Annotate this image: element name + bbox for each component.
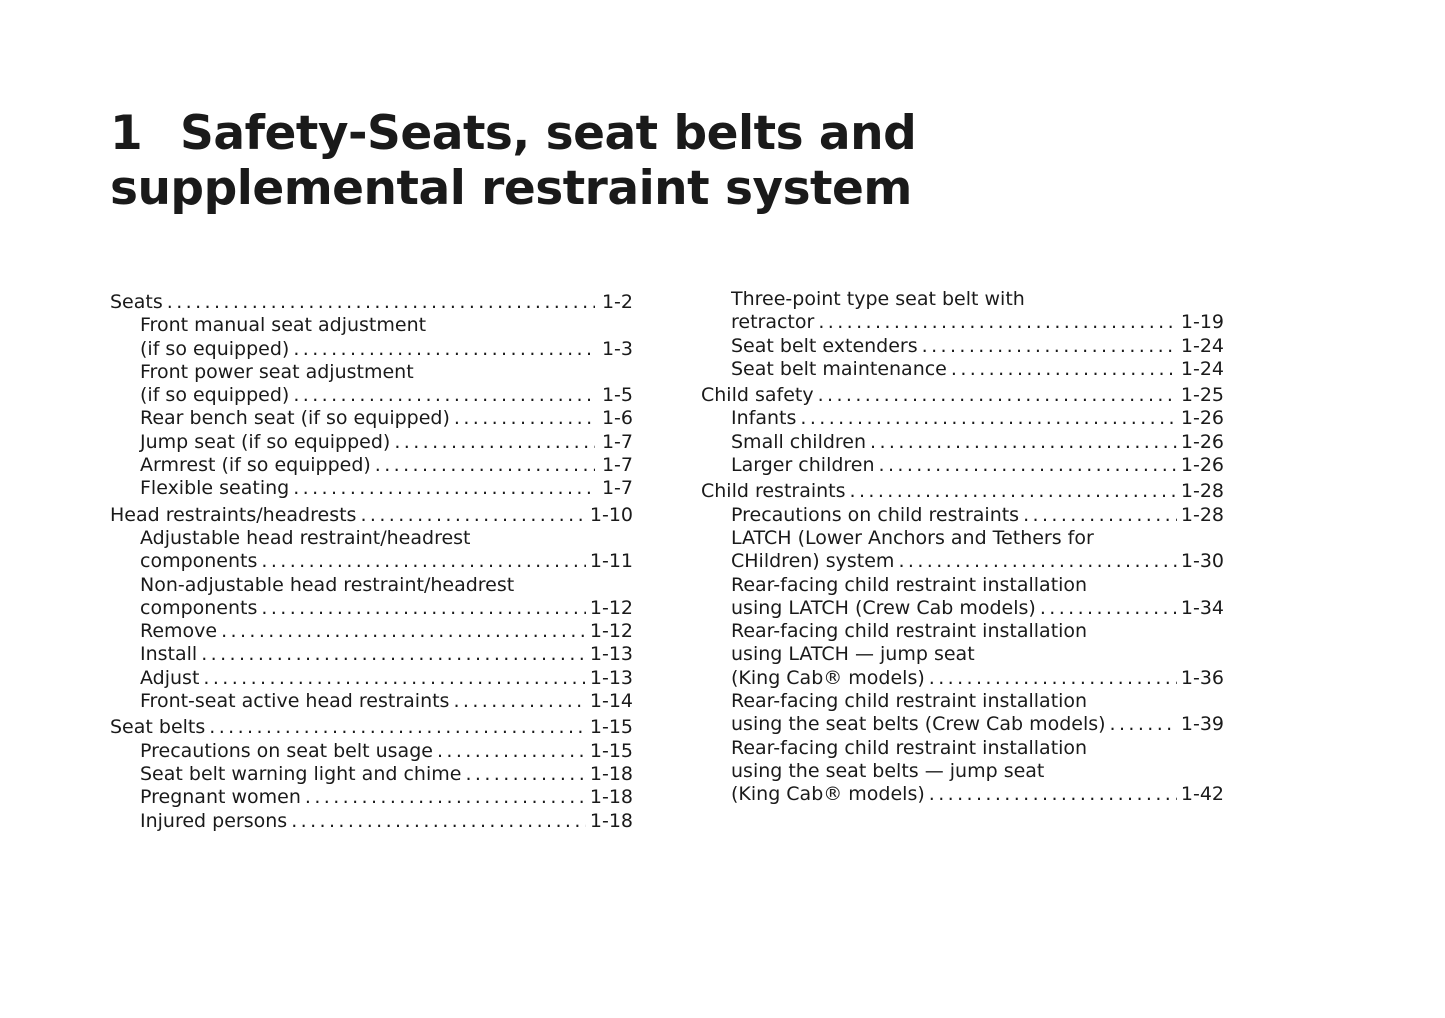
toc-page-number[interactable]: 1-19 xyxy=(1180,311,1224,334)
toc-entry-text: using LATCH (Crew Cab models) xyxy=(731,596,1036,619)
dot-leader xyxy=(454,407,595,430)
chapter-number: 1 xyxy=(110,106,143,161)
toc-page-number[interactable]: 1-18 xyxy=(589,786,633,809)
toc-entry-text: (King Cab® models) xyxy=(731,666,925,689)
toc-entry-rear-facing-child-restraint-installation[interactable] xyxy=(701,620,1224,690)
toc-page-number[interactable]: 1-13 xyxy=(589,643,633,666)
toc-entry-jump-seat-if-so-equipped[interactable] xyxy=(110,431,633,454)
dot-leader xyxy=(360,504,585,527)
chapter-title-line-1: Safety-Seats, seat belts and xyxy=(180,106,917,161)
toc-page-number[interactable]: 1-11 xyxy=(589,550,633,573)
toc-entry-text: (if so equipped) xyxy=(140,384,290,407)
toc-entry-front-manual-seat-adjustment[interactable] xyxy=(110,314,633,361)
toc-entry-text: Head restraints/headrests xyxy=(110,503,357,526)
toc-entry-head-restraints-headrests[interactable] xyxy=(110,504,633,527)
dot-leader xyxy=(293,338,595,361)
toc-entry-text: Non-adjustable head restraint/headrest xyxy=(140,573,515,596)
toc-page-number[interactable]: 1-12 xyxy=(589,620,633,643)
toc-entry-text: Armrest (if so equipped) xyxy=(140,454,371,477)
toc-entry-small-children[interactable] xyxy=(701,431,1224,454)
toc-entry-seat-belt-extenders[interactable] xyxy=(701,335,1224,358)
toc-page-number[interactable]: 1-28 xyxy=(1180,480,1224,503)
toc-entry-precautions-on-child-restraints[interactable] xyxy=(701,504,1224,527)
toc-entry-larger-children[interactable] xyxy=(701,454,1224,477)
toc-left-column xyxy=(110,288,633,833)
toc-entry-text: Front-seat active head restraints xyxy=(140,690,450,713)
toc-entry-text: Remove xyxy=(140,620,218,643)
toc-page-number[interactable]: 1-28 xyxy=(1180,503,1224,526)
toc-entry-injured-persons[interactable] xyxy=(110,810,633,833)
dot-leader xyxy=(879,454,1177,477)
toc-entry-front-seat-active-head-restraints[interactable] xyxy=(110,690,633,713)
toc-entry-text: Flexible seating xyxy=(140,477,290,500)
toc-entry-text: Jump seat (if so equipped) xyxy=(140,430,391,453)
toc-entry-text: Infants xyxy=(731,407,797,430)
toc-entry-text: Install xyxy=(140,643,198,666)
chapter-title xyxy=(110,106,916,216)
dot-leader xyxy=(209,716,586,739)
toc-entry-non-adjustable-head-restraint-headrest[interactable] xyxy=(110,574,633,621)
toc-entry-rear-facing-child-restraint-installation[interactable] xyxy=(701,574,1224,621)
toc-entry-seat-belt-warning-light-and-chime[interactable] xyxy=(110,763,633,786)
toc-page-number[interactable]: 1-42 xyxy=(1180,783,1224,806)
toc-page-number[interactable]: 1-24 xyxy=(1180,334,1224,357)
toc-entry-text: using the seat belts (Crew Cab models) xyxy=(731,713,1106,736)
dot-leader xyxy=(375,454,595,477)
toc-entry-seat-belt-maintenance[interactable] xyxy=(701,358,1224,381)
dot-leader xyxy=(465,763,585,786)
toc-entry-latch-lower-anchors-and-tethers-for[interactable] xyxy=(701,527,1224,574)
toc-entry-text: Rear-facing child restraint installation xyxy=(731,736,1088,759)
toc-entry-adjust[interactable] xyxy=(110,667,633,690)
toc-page-number[interactable]: 1-25 xyxy=(1180,384,1224,407)
toc-entry-infants[interactable] xyxy=(701,407,1224,430)
toc-entry-child-restraints[interactable] xyxy=(701,480,1224,503)
toc-entry-text: components xyxy=(140,596,258,619)
toc-page-number[interactable]: 1-30 xyxy=(1180,550,1224,573)
toc-entry-text: LATCH (Lower Anchors and Tethers for xyxy=(731,526,1094,549)
toc-page-number[interactable]: 1-2 xyxy=(601,291,633,313)
toc-entry-install[interactable] xyxy=(110,643,633,666)
dot-leader xyxy=(818,311,1177,334)
toc-right-column xyxy=(701,288,1224,807)
toc-entry-flexible-seating[interactable] xyxy=(110,477,633,500)
toc-entry-text: Rear-facing child restraint installation xyxy=(731,573,1088,596)
toc-entry-rear-facing-child-restraint-installation[interactable] xyxy=(701,690,1224,737)
dot-leader xyxy=(293,384,595,407)
toc-entry-text: (if so equipped) xyxy=(140,337,290,360)
dot-leader xyxy=(850,480,1177,503)
toc-entry-rear-facing-child-restraint-installation[interactable] xyxy=(701,737,1224,807)
toc-page-number[interactable]: 1-5 xyxy=(601,384,633,407)
toc-entry-text: Seat belt maintenance xyxy=(731,357,947,380)
dot-leader xyxy=(221,620,586,643)
dot-leader xyxy=(898,550,1176,573)
toc-entry-text: Adjustable head restraint/headrest xyxy=(140,526,471,549)
toc-entry-text: Child restraints xyxy=(701,480,846,503)
toc-page-number[interactable]: 1-7 xyxy=(601,430,633,453)
chapter-title-line-2: supplemental restraint system xyxy=(110,161,912,216)
dot-leader xyxy=(203,667,585,690)
toc-page-number[interactable]: 1-14 xyxy=(589,690,633,713)
toc-entry-text: Front manual seat adjustment xyxy=(140,314,427,337)
toc-entry-text: CHildren) system xyxy=(731,550,895,573)
toc-entry-text: components xyxy=(140,550,258,573)
toc-entry-text: (King Cab® models) xyxy=(731,783,925,806)
toc-page-number[interactable]: 1-7 xyxy=(601,454,633,477)
toc-entry-rear-bench-seat-if-so-equipped[interactable] xyxy=(110,407,633,430)
toc-page-number[interactable]: 1-12 xyxy=(589,596,633,619)
toc-entry-text: Seat belt warning light and chime xyxy=(140,762,462,785)
dot-leader xyxy=(167,291,595,314)
dot-leader xyxy=(870,431,1177,454)
toc-entry-precautions-on-seat-belt-usage[interactable] xyxy=(110,740,633,763)
dot-leader xyxy=(394,431,595,454)
toc-entry-text: retractor xyxy=(731,311,815,334)
dot-leader xyxy=(201,643,586,666)
toc-entry-text: Precautions on seat belt usage xyxy=(140,739,433,762)
toc-entry-text: Child safety xyxy=(701,384,814,407)
toc-entry-pregnant-women[interactable] xyxy=(110,786,633,809)
toc-entry-text: Injured persons xyxy=(140,809,288,832)
toc-page-number[interactable]: 1-36 xyxy=(1180,666,1224,689)
toc-page-number[interactable]: 1-26 xyxy=(1180,454,1224,477)
dot-leader xyxy=(922,335,1177,358)
dot-leader xyxy=(1040,597,1177,620)
toc-page-number[interactable]: 1-24 xyxy=(1180,357,1224,380)
toc-page-number[interactable]: 1-10 xyxy=(589,503,633,526)
toc-entry-text: Seat belt extenders xyxy=(731,334,918,357)
toc-entry-front-power-seat-adjustment[interactable] xyxy=(110,361,633,408)
toc-page-number[interactable]: 1-15 xyxy=(589,739,633,762)
toc-entry-adjustable-head-restraint-headrest[interactable] xyxy=(110,527,633,574)
toc-page-number[interactable]: 1-7 xyxy=(601,477,633,500)
dot-leader xyxy=(951,358,1177,381)
dot-leader xyxy=(929,783,1177,806)
toc-entry-seats[interactable] xyxy=(110,291,633,314)
toc-entry-three-point-type-seat-belt-with[interactable] xyxy=(701,288,1224,335)
dot-leader xyxy=(929,667,1177,690)
toc-page-number[interactable]: 1-26 xyxy=(1180,407,1224,430)
dot-leader xyxy=(305,786,586,809)
toc-entry-text: using the seat belts — jump seat xyxy=(731,759,1045,782)
toc-page-number[interactable]: 1-26 xyxy=(1180,430,1224,453)
toc-entry-text: using LATCH — jump seat xyxy=(731,643,975,666)
dot-leader xyxy=(437,740,586,763)
dot-leader xyxy=(293,477,595,500)
toc-page-number[interactable]: 1-18 xyxy=(589,809,633,832)
toc-entry-text: Front power seat adjustment xyxy=(140,360,414,383)
toc-page-number[interactable]: 1-34 xyxy=(1180,596,1224,619)
toc-entry-child-safety[interactable] xyxy=(701,384,1224,407)
dot-leader xyxy=(453,690,585,713)
toc-entry-text: Rear bench seat (if so equipped) xyxy=(140,407,450,430)
toc-entry-text: Precautions on child restraints xyxy=(731,503,1020,526)
dot-leader xyxy=(818,384,1177,407)
toc-entry-text: Seat belts xyxy=(110,716,206,739)
toc-page-number[interactable]: 1-3 xyxy=(601,337,633,360)
toc-entry-text: Small children xyxy=(731,430,867,453)
toc-entry-armrest-if-so-equipped[interactable] xyxy=(110,454,633,477)
toc-entry-text: Seats xyxy=(110,291,163,313)
toc-page-number[interactable]: 1-18 xyxy=(589,762,633,785)
toc-entry-text: Larger children xyxy=(731,454,875,477)
toc-page-number[interactable]: 1-15 xyxy=(589,716,633,739)
dot-leader xyxy=(800,407,1177,430)
toc-entry-text: Rear-facing child restraint installation xyxy=(731,620,1088,643)
toc-page-number[interactable]: 1-13 xyxy=(589,666,633,689)
toc-entry-seat-belts[interactable] xyxy=(110,716,633,739)
dot-leader xyxy=(291,810,586,833)
toc-entry-text: Pregnant women xyxy=(140,786,301,809)
toc-page-number[interactable]: 1-39 xyxy=(1180,713,1224,736)
toc-entry-text: Adjust xyxy=(140,666,200,689)
dot-leader xyxy=(261,597,585,620)
toc-entry-text: Three-point type seat belt with xyxy=(731,288,1025,310)
toc-entry-text: Rear-facing child restraint installation xyxy=(731,690,1088,713)
dot-leader xyxy=(261,550,585,573)
dot-leader xyxy=(1023,504,1177,527)
dot-leader xyxy=(1110,713,1177,736)
toc-page-number[interactable]: 1-6 xyxy=(601,407,633,430)
toc-entry-remove[interactable] xyxy=(110,620,633,643)
